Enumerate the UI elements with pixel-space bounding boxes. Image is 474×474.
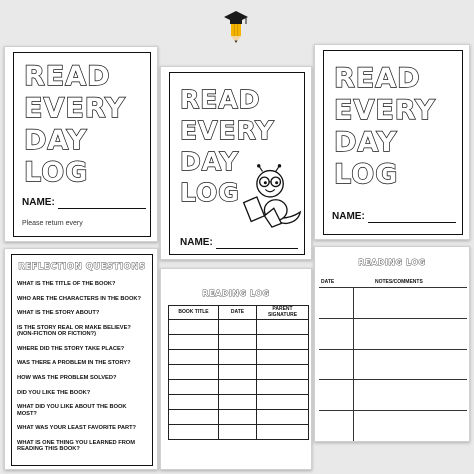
date-cell[interactable] <box>319 318 353 349</box>
reading-log-notes-grid <box>319 273 467 441</box>
name-line <box>216 248 298 249</box>
date-cell[interactable] <box>319 287 353 318</box>
notes-cell[interactable] <box>353 379 467 410</box>
log-column-header: BOOK TITLE <box>169 306 219 320</box>
cover-title-line: DAY <box>24 125 88 156</box>
cover-border <box>323 50 463 235</box>
reflection-question: WAS THERE A PROBLEM IN THE STORY? <box>17 360 131 367</box>
cover-page-2 <box>160 66 312 260</box>
table-row <box>169 395 309 410</box>
table-row <box>169 410 309 425</box>
table-cell[interactable] <box>219 365 257 380</box>
log-column-header: DATE <box>321 279 335 285</box>
table-cell[interactable] <box>219 380 257 395</box>
cover-title-line: READ <box>24 61 111 92</box>
table-row <box>169 320 309 335</box>
cover-title-line: DAY <box>334 127 398 158</box>
cover-title-line: LOG <box>180 178 240 207</box>
table-row <box>169 350 309 365</box>
notes-cell[interactable] <box>353 318 467 349</box>
bookworm-reading-icon <box>238 163 304 229</box>
table-cell[interactable] <box>219 335 257 350</box>
reflection-question: WHAT IS THE TITLE OF THE BOOK? <box>17 281 116 287</box>
reflection-question: WHERE DID THE STORY TAKE PLACE? <box>17 345 125 352</box>
return-note: Please return every <box>22 220 83 227</box>
cover-title-line: LOG <box>334 159 399 190</box>
reflection-question-list <box>17 281 148 461</box>
row-line <box>319 441 467 442</box>
log-title: READING LOG <box>358 258 426 267</box>
table-cell[interactable] <box>219 350 257 365</box>
log-column-header: NOTES/COMMENTS <box>375 279 423 285</box>
name-label: NAME: <box>22 197 55 208</box>
name-line <box>368 222 456 223</box>
table-row <box>169 380 309 395</box>
table-cell[interactable] <box>219 425 257 440</box>
table-cell[interactable] <box>257 365 309 380</box>
notes-cell[interactable] <box>353 287 467 318</box>
table-cell[interactable] <box>169 425 219 440</box>
cover-title-line: EVERY <box>334 95 436 126</box>
table-cell[interactable] <box>169 395 219 410</box>
date-cell[interactable] <box>319 349 353 380</box>
name-line <box>58 208 146 209</box>
log-column-header: DATE <box>219 306 257 320</box>
table-cell[interactable] <box>257 425 309 440</box>
table-cell[interactable] <box>257 395 309 410</box>
table-cell[interactable] <box>169 335 219 350</box>
reflection-question: DID YOU LIKE THE BOOK? <box>17 389 91 396</box>
cover-page-3 <box>314 44 470 240</box>
cover-title-line: DAY <box>180 147 239 176</box>
reflection-question: WHAT DID YOU LIKE ABOUT THE BOOK MOST? <box>17 404 127 417</box>
table-row <box>169 335 309 350</box>
reading-log-table <box>168 305 309 440</box>
table-cell[interactable] <box>257 380 309 395</box>
table-cell[interactable] <box>219 395 257 410</box>
reading-log-table-page <box>160 268 312 470</box>
cover-page-1 <box>4 46 158 242</box>
cover-title-line: EVERY <box>24 93 126 124</box>
notes-cell[interactable] <box>353 349 467 380</box>
reflection-question: WHAT WAS YOUR LEAST FAVORITE PART? <box>17 425 137 432</box>
cover-title-line: READ <box>334 63 421 94</box>
table-row <box>169 365 309 380</box>
reflection-question: WHAT IS ONE THING YOU LEARNED FROM READING THIS BOOK? <box>17 439 135 453</box>
date-cell[interactable] <box>319 410 353 441</box>
table-cell[interactable] <box>257 320 309 335</box>
table-cell[interactable] <box>257 335 309 350</box>
cover-border <box>13 52 151 237</box>
reflection-question: IS THE STORY REAL OR MAKE BELIEVE? (NON-FICTION OR FICTION?) <box>17 324 131 338</box>
table-cell[interactable] <box>257 410 309 425</box>
table-row <box>169 425 309 440</box>
reflection-title: REFLECTION QUESTIONS <box>18 262 146 272</box>
table-cell[interactable] <box>169 350 219 365</box>
table-cell[interactable] <box>169 320 219 335</box>
table-cell[interactable] <box>169 365 219 380</box>
name-label: NAME: <box>332 211 365 222</box>
log-column-header: PARENT SIGNATURE <box>257 306 309 320</box>
cover-border <box>169 72 305 255</box>
table-cell[interactable] <box>169 410 219 425</box>
notes-cell[interactable] <box>353 410 467 441</box>
cover-title-line: READ <box>180 85 261 114</box>
reflection-question: WHAT IS THE STORY ABOUT? <box>17 310 100 317</box>
reflection-question: WHO ARE THE CHARACTERS IN THE BOOK? <box>17 295 141 302</box>
reflection-question: HOW WAS THE PROBLEM SOLVED? <box>17 374 117 381</box>
cover-title-line: LOG <box>24 157 89 188</box>
table-cell[interactable] <box>257 350 309 365</box>
table-cell[interactable] <box>219 410 257 425</box>
date-cell[interactable] <box>319 379 353 410</box>
reflection-border <box>11 254 153 466</box>
log-title: READING LOG <box>202 289 270 298</box>
reflection-page <box>4 248 158 470</box>
name-label: NAME: <box>180 237 213 248</box>
table-cell[interactable] <box>219 320 257 335</box>
cover-title-line: EVERY <box>180 116 275 145</box>
graduation-cap-pencil-icon <box>223 9 249 45</box>
reading-log-notes-page <box>314 246 470 442</box>
table-cell[interactable] <box>169 380 219 395</box>
